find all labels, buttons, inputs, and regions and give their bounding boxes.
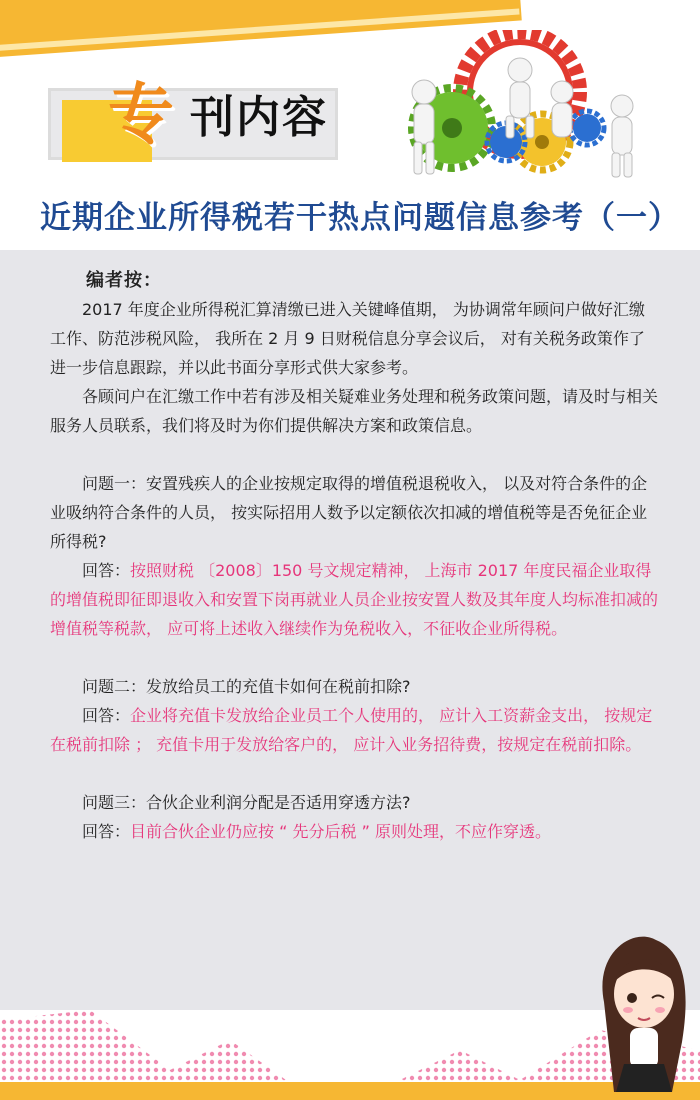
cartoon-girl-icon xyxy=(594,932,692,1100)
question-1 xyxy=(50,469,660,556)
question-2-label: 问题二： xyxy=(82,677,147,696)
answer-1-label: 回答： xyxy=(82,561,131,580)
question-1-text: 安置残疾人的企业按规定取得的增值税退税收入， 以及对符合条件的企业吸纳符合条件的人员， 按实际招用人数予以定额依次扣减的增值税等是否免征企业所得税? xyxy=(50,474,648,551)
editor-note-paragraph-2: 各顾问户在汇缴工作中若有涉及相关疑难业务处理和税务政策问题，请及时与相关服务人员联系，我们将及时为你们提供解决方案和政策信息。 xyxy=(50,387,659,435)
answer-2-label: 回答： xyxy=(82,706,131,725)
question-1-label: 问题一： xyxy=(82,474,147,493)
answer-3 xyxy=(50,817,660,846)
question-2-text: 发放给员工的充值卡如何在税前扣除? xyxy=(146,677,411,696)
editor-note-label: 编者按： xyxy=(86,270,162,291)
answer-2 xyxy=(50,701,660,759)
answer-1-text: 按照财税 〔2008〕150 号文规定精神， 上海市 2017 年度民福企业取得的增值税即征即退收入和安置下岗再就业人员企业按安置人数及其年度人均标准扣减的增值税等税款， 应可将上述收入继续作为免税收入，不征收企业所得税。 xyxy=(50,561,659,638)
answer-3-label: 回答： xyxy=(82,822,131,841)
answer-1 xyxy=(50,556,660,643)
page-subtitle: 近期企业所得税若干热点问题信息参考（一） xyxy=(40,200,680,236)
answer-2-text: 企业将充值卡发放给企业员工个人使用的， 应计入工资薪金支出， 按规定在税前扣除 ； 充值卡用于发放给客户的， 应计入业务招待费，按规定在税前扣除。 xyxy=(50,706,653,754)
question-3 xyxy=(50,788,660,817)
badge-title: 刊内容 xyxy=(190,92,328,143)
question-3-label: 问题三： xyxy=(82,793,147,812)
gears-people-icon xyxy=(402,30,647,180)
article-body xyxy=(50,266,660,846)
answer-3-text: 目前合伙企业仍应按 “ 先分后税 ” 原则处理，不应作穿透。 xyxy=(130,822,551,841)
question-3-text: 合伙企业利润分配是否适用穿透方法? xyxy=(146,793,411,812)
badge-first-char: 专 xyxy=(108,76,174,153)
special-issue-badge xyxy=(48,76,338,168)
pink-dots-left xyxy=(0,1010,300,1090)
editor-note-paragraph-1: 2017 年度企业所得税汇算清缴已进入关键峰值期， 为协调常年顾问户做好汇缴工作、防范涉税风险， 我所在 2 月 9 日财税信息分享会议后， 对有关税务政策作了进一步信息跟踪，并以此书面分享形式供大家参考。 xyxy=(50,300,645,377)
question-2 xyxy=(50,672,660,701)
